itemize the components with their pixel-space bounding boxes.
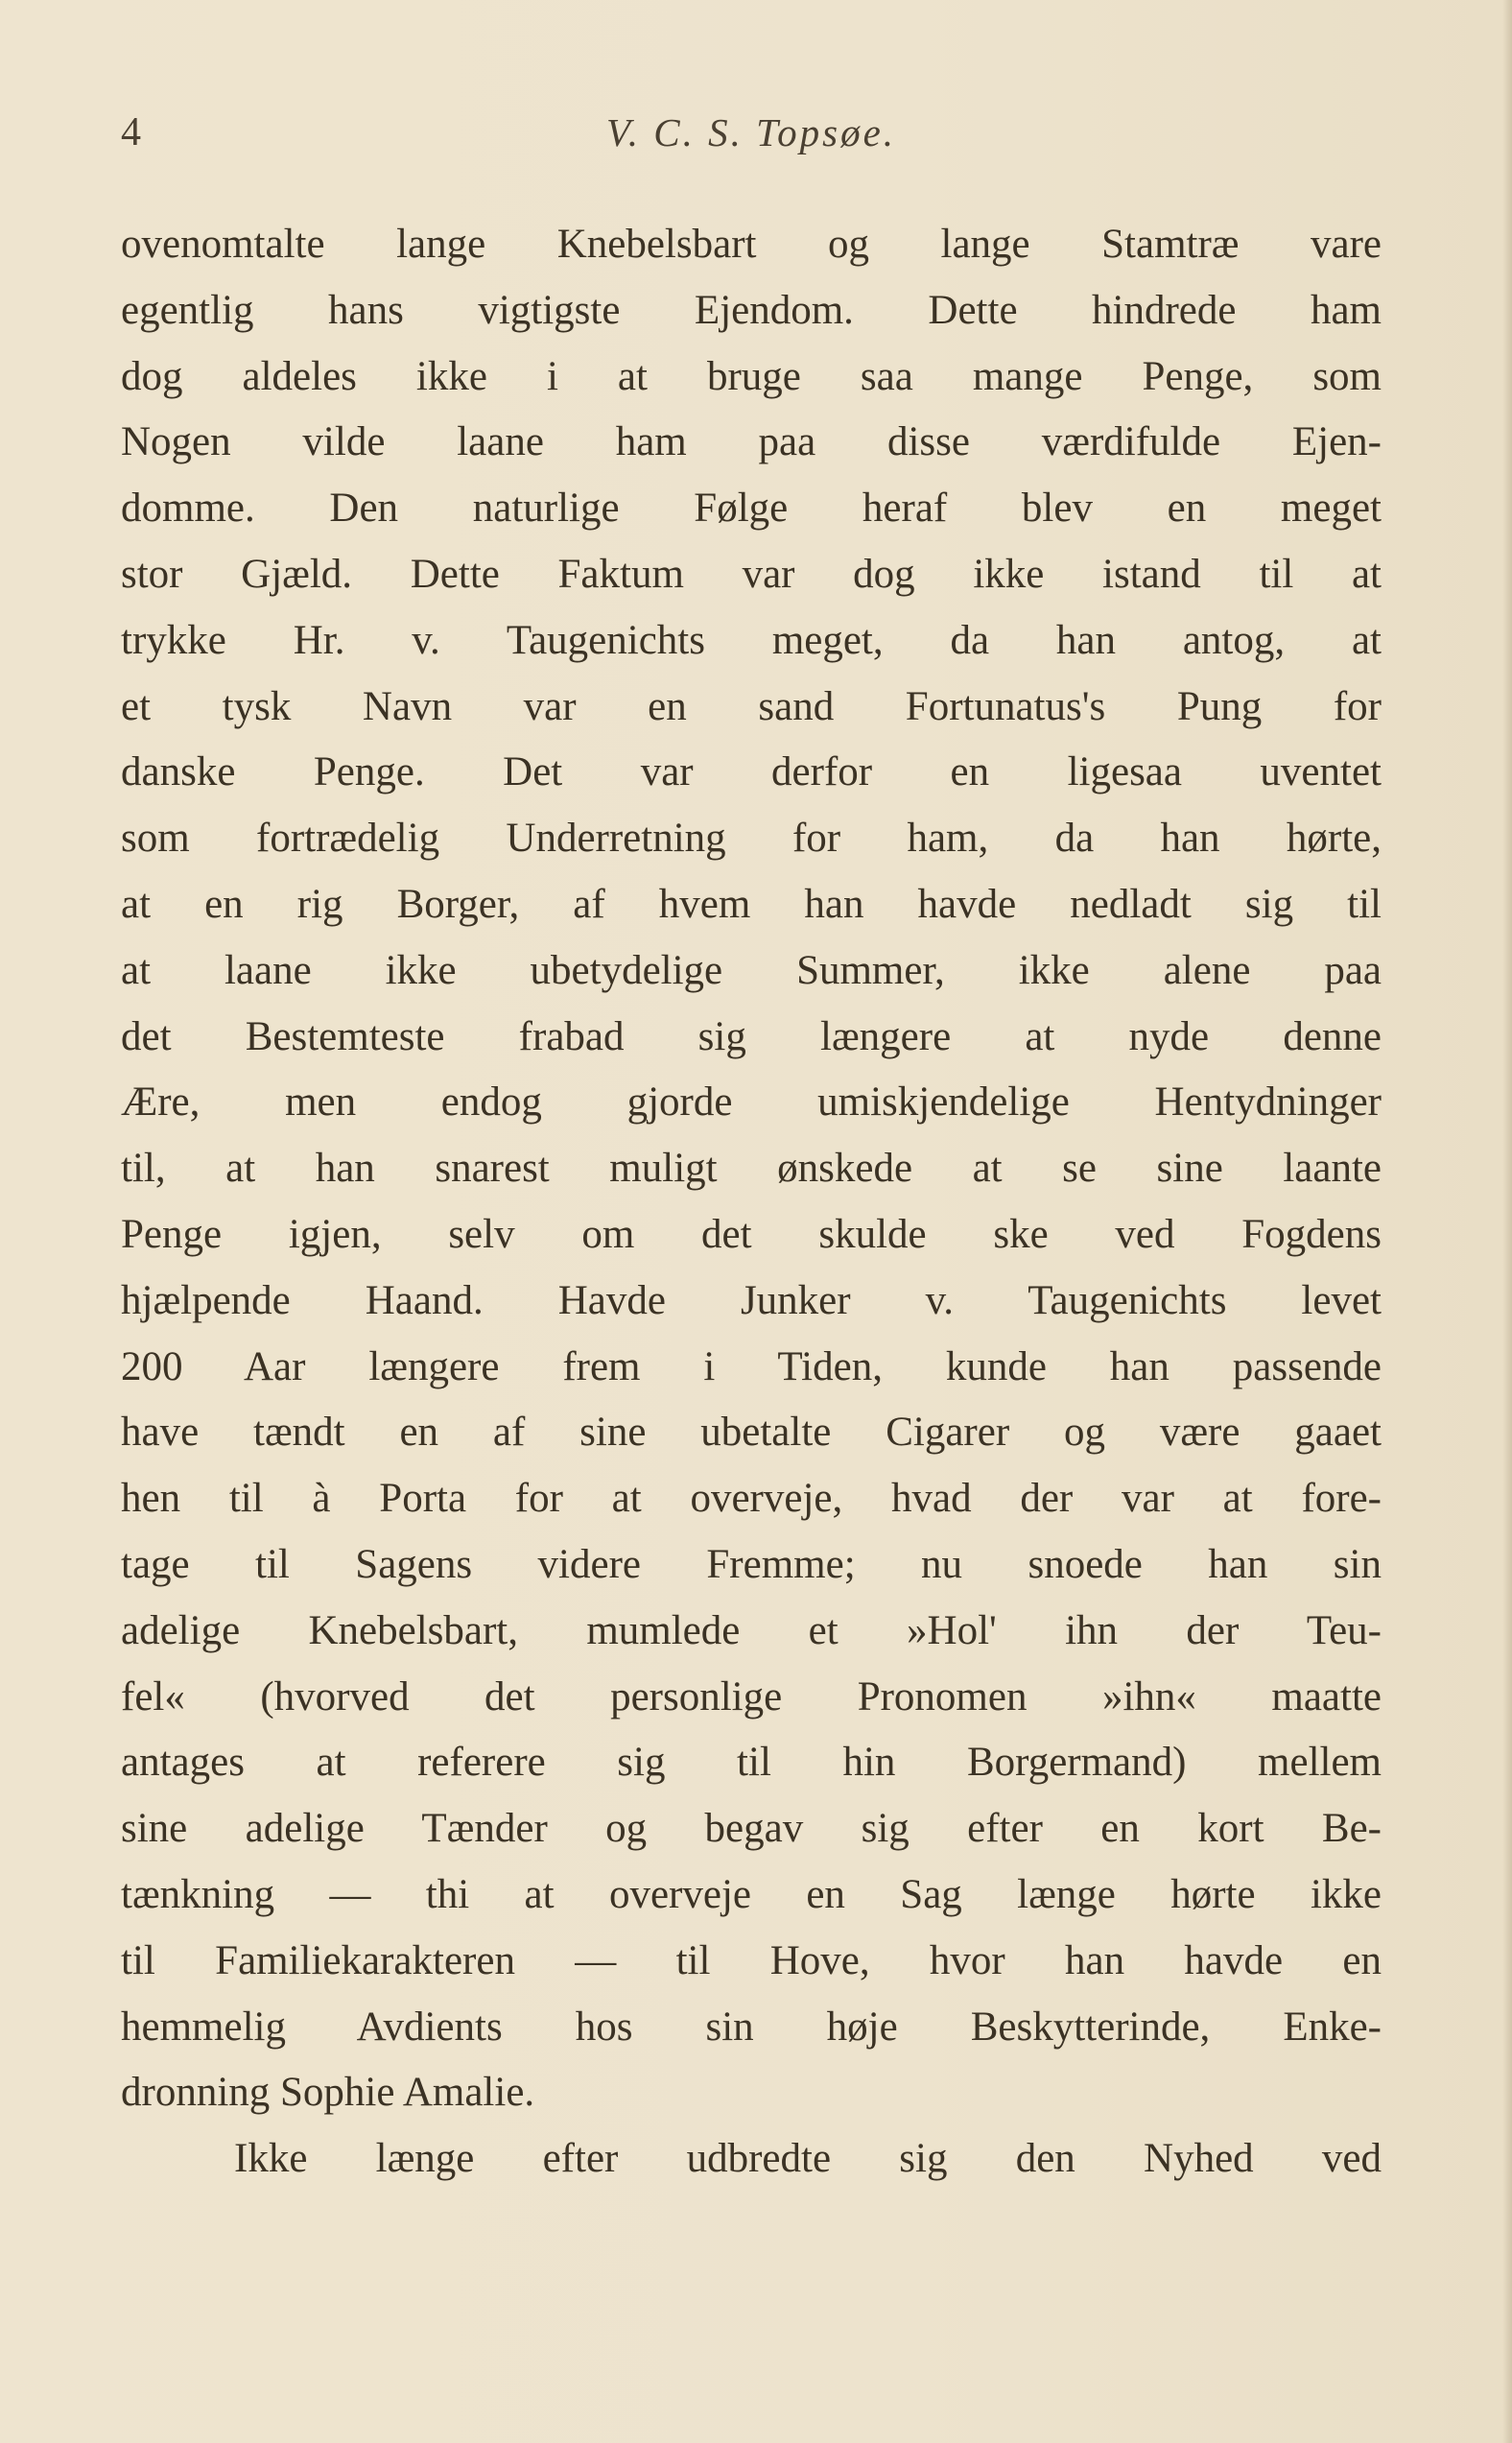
text-line: tænkning — thi at overveje en Sag længe hørte ikke bbox=[121, 1871, 1382, 1917]
text-line: ovenomtalte lange Knebelsbart og lange Stamtræ vare bbox=[121, 222, 1382, 267]
text-line: at laane ikke ubetydelige Summer, ikke alene paa bbox=[121, 947, 1382, 993]
text-line: det Bestemteste frabad sig længere at nyde denne bbox=[121, 1013, 1382, 1059]
text-line: Ære, men endog gjorde umiskjendelige Hentydninger bbox=[121, 1079, 1382, 1126]
text-line: dog aldeles ikke i at bruge saa mange Penge, som bbox=[121, 353, 1382, 399]
text-line: sine adelige Tænder og begav sig efter en kort Be- bbox=[121, 1806, 1382, 1852]
text-line: have tændt en af sine ubetalte Cigarer og være gaaet bbox=[121, 1410, 1382, 1456]
text-line: til Familiekarakteren — til Hove, hvor han havde en bbox=[121, 1937, 1382, 1983]
text-line-new-paragraph: Ikke længe efter udbredte sig den Nyhed ved bbox=[234, 2136, 1382, 2182]
text-line: som fortrædelig Underretning for ham, da han hørte, bbox=[121, 816, 1382, 862]
text-line: hen til à Porta for at overveje, hvad der var at fore- bbox=[121, 1476, 1382, 1522]
text-line: egentlig hans vigtigste Ejendom. Dette hindrede ham bbox=[121, 287, 1382, 333]
page-header bbox=[121, 104, 1382, 161]
body-text bbox=[121, 212, 1382, 2193]
text-line: at en rig Borger, af hvem han havde nedladt sig til bbox=[121, 881, 1382, 927]
text-line: adelige Knebelsbart, mumlede et »Hol' ihn der Teu- bbox=[121, 1607, 1382, 1653]
text-line: hjælpende Haand. Havde Junker v. Taugenichts levet bbox=[121, 1277, 1382, 1323]
text-line: antages at referere sig til hin Borgermand) mellem bbox=[121, 1740, 1382, 1786]
text-line: trykke Hr. v. Taugenichts meget, da han antog, at bbox=[121, 617, 1382, 663]
text-line: stor Gjæld. Dette Faktum var dog ikke istand til at bbox=[121, 551, 1382, 597]
text-line: til, at han snarest muligt ønskede at se sine laante bbox=[121, 1146, 1382, 1192]
text-line: Nogen vilde laane ham paa disse værdifulde Ejen- bbox=[121, 419, 1382, 465]
text-line-paragraph-end: dronning Sophie Amalie. bbox=[121, 2070, 535, 2116]
text-line: tage til Sagens videre Fremme; nu snoede han sin bbox=[121, 1541, 1382, 1587]
page-number: 4 bbox=[121, 110, 141, 154]
page-edge-shadow bbox=[1502, 0, 1512, 2443]
text-line: fel« (hvorved det personlige Pronomen »ihn« maatte bbox=[121, 1673, 1382, 1720]
text-line: Penge igjen, selv om det skulde ske ved Fogdens bbox=[121, 1211, 1382, 1257]
text-line: 200 Aar længere frem i Tiden, kunde han passende bbox=[121, 1343, 1382, 1389]
text-line: et tysk Navn var en sand Fortunatus's Pung for bbox=[121, 683, 1382, 729]
text-line: danske Penge. Det var derfor en ligesaa uventet bbox=[121, 749, 1382, 795]
running-head: V. C. S. Topsøe. bbox=[605, 110, 897, 154]
text-line: domme. Den naturlige Følge heraf blev en meget bbox=[121, 486, 1382, 532]
text-line: hemmelig Avdients hos sin høje Beskytterinde, Enke- bbox=[121, 2004, 1382, 2050]
